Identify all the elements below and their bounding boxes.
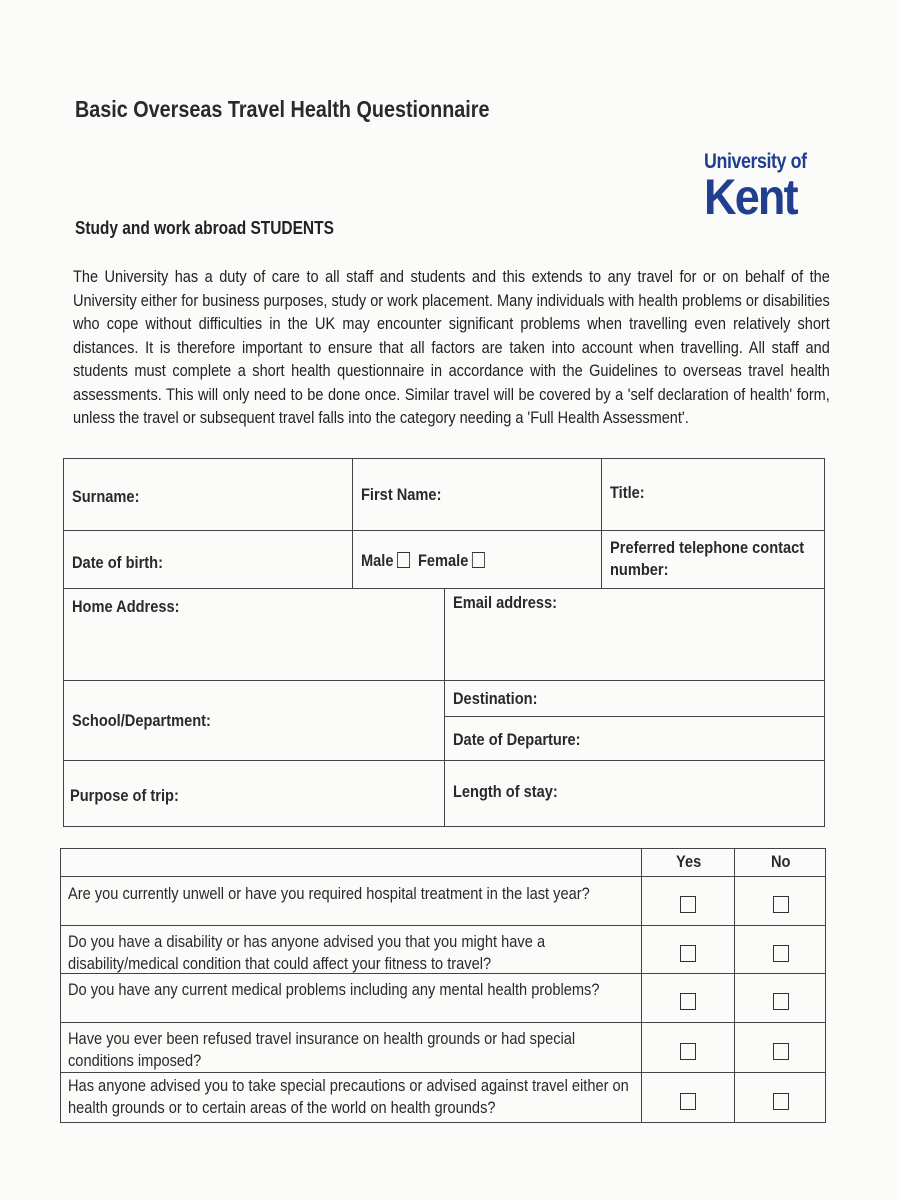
destination-field[interactable] bbox=[444, 680, 825, 717]
yes-label: Yes bbox=[676, 852, 702, 871]
surname-label: Surname: bbox=[72, 487, 140, 506]
purpose-label: Purpose of trip: bbox=[70, 786, 179, 805]
no-label: No bbox=[771, 852, 791, 871]
no-cell bbox=[734, 876, 826, 926]
yes-cell bbox=[641, 925, 735, 974]
yes-checkbox[interactable] bbox=[680, 1093, 696, 1110]
first-name-label: First Name: bbox=[361, 485, 442, 504]
dob-label: Date of birth: bbox=[72, 553, 163, 572]
yes-cell bbox=[641, 973, 735, 1023]
home-address-field[interactable] bbox=[63, 588, 445, 681]
question-text: Do you have any current medical problems including any mental health problems? bbox=[68, 980, 600, 999]
email-field[interactable] bbox=[444, 588, 825, 681]
logo-line1: University of bbox=[704, 150, 807, 173]
no-checkbox[interactable] bbox=[773, 945, 789, 962]
question-text: Do you have a disability or has anyone advised you that you might have a disability/medical condition that could affect your fitness to travel? bbox=[68, 932, 546, 973]
title-field[interactable] bbox=[601, 458, 825, 531]
page-title: Basic Overseas Travel Health Questionnaire bbox=[75, 96, 490, 122]
length-label: Length of stay: bbox=[453, 782, 558, 801]
female-label: Female bbox=[417, 551, 469, 570]
yes-cell bbox=[641, 1022, 735, 1073]
school-label: School/Department: bbox=[72, 711, 211, 730]
university-logo bbox=[704, 150, 825, 225]
yes-checkbox[interactable] bbox=[680, 993, 696, 1010]
question-row bbox=[60, 1072, 642, 1123]
question-row bbox=[60, 1022, 642, 1073]
purpose-field[interactable] bbox=[63, 760, 445, 827]
yes-cell bbox=[641, 876, 735, 926]
no-checkbox[interactable] bbox=[773, 993, 789, 1010]
length-field[interactable] bbox=[444, 760, 825, 827]
male-label: Male bbox=[361, 551, 394, 570]
destination-label: Destination: bbox=[453, 689, 538, 708]
home-address-label: Home Address: bbox=[72, 597, 180, 616]
female-checkbox[interactable] bbox=[472, 552, 485, 568]
question-row bbox=[60, 973, 642, 1023]
question-row bbox=[60, 925, 642, 974]
questions-header-blank bbox=[60, 848, 642, 877]
yes-checkbox[interactable] bbox=[680, 1043, 696, 1060]
no-cell bbox=[734, 1022, 826, 1073]
male-checkbox[interactable] bbox=[397, 552, 410, 568]
phone-label: Preferred telephone contact number: bbox=[610, 538, 805, 579]
phone-field[interactable] bbox=[601, 530, 825, 589]
question-text: Have you ever been refused travel insurance on health grounds or had special conditions imposed? bbox=[68, 1029, 576, 1070]
yes-cell bbox=[641, 1072, 735, 1123]
no-cell bbox=[734, 925, 826, 974]
logo-line2: Kent bbox=[704, 169, 797, 225]
gender-field bbox=[352, 530, 602, 589]
dob-field[interactable] bbox=[63, 530, 353, 589]
email-label: Email address: bbox=[453, 593, 558, 612]
question-row bbox=[60, 876, 642, 926]
subtitle: Study and work abroad STUDENTS bbox=[75, 218, 334, 238]
intro-paragraph: The University has a duty of care to all staff and students and this extends to any travel for or on behalf of the University either for business purposes, study or work placement. Many individuals with health problems or disabilities who cope without difficulties in the UK may encounter significant problems when travelling even relatively short distances. It is therefore important to ensure that all factors are taken into account when travelling. All staff and students must complete a short health questionnaire in accordance with the Guidelines to overseas travel health assessments. This will only need to be done once. Similar travel will be covered by a 'self declaration of health' form, unless the travel or subsequent travel falls into the category needing a 'Full Health Assessment'. bbox=[73, 268, 830, 427]
no-cell bbox=[734, 1072, 826, 1123]
no-cell bbox=[734, 973, 826, 1023]
no-checkbox[interactable] bbox=[773, 1093, 789, 1110]
question-text: Are you currently unwell or have you required hospital treatment in the last year? bbox=[68, 884, 590, 903]
no-checkbox[interactable] bbox=[773, 896, 789, 913]
surname-field[interactable] bbox=[63, 458, 353, 531]
no-checkbox[interactable] bbox=[773, 1043, 789, 1060]
yes-header bbox=[641, 848, 735, 877]
school-field[interactable] bbox=[63, 680, 445, 761]
title-label: Title: bbox=[610, 483, 645, 502]
departure-label: Date of Departure: bbox=[453, 730, 581, 749]
first-name-field[interactable] bbox=[352, 458, 602, 531]
yes-checkbox[interactable] bbox=[680, 945, 696, 962]
yes-checkbox[interactable] bbox=[680, 896, 696, 913]
departure-field[interactable] bbox=[444, 716, 825, 761]
question-text: Has anyone advised you to take special precautions or advised against travel either on health grounds or to certain areas of the world on health grounds? bbox=[68, 1076, 629, 1117]
no-header bbox=[734, 848, 826, 877]
